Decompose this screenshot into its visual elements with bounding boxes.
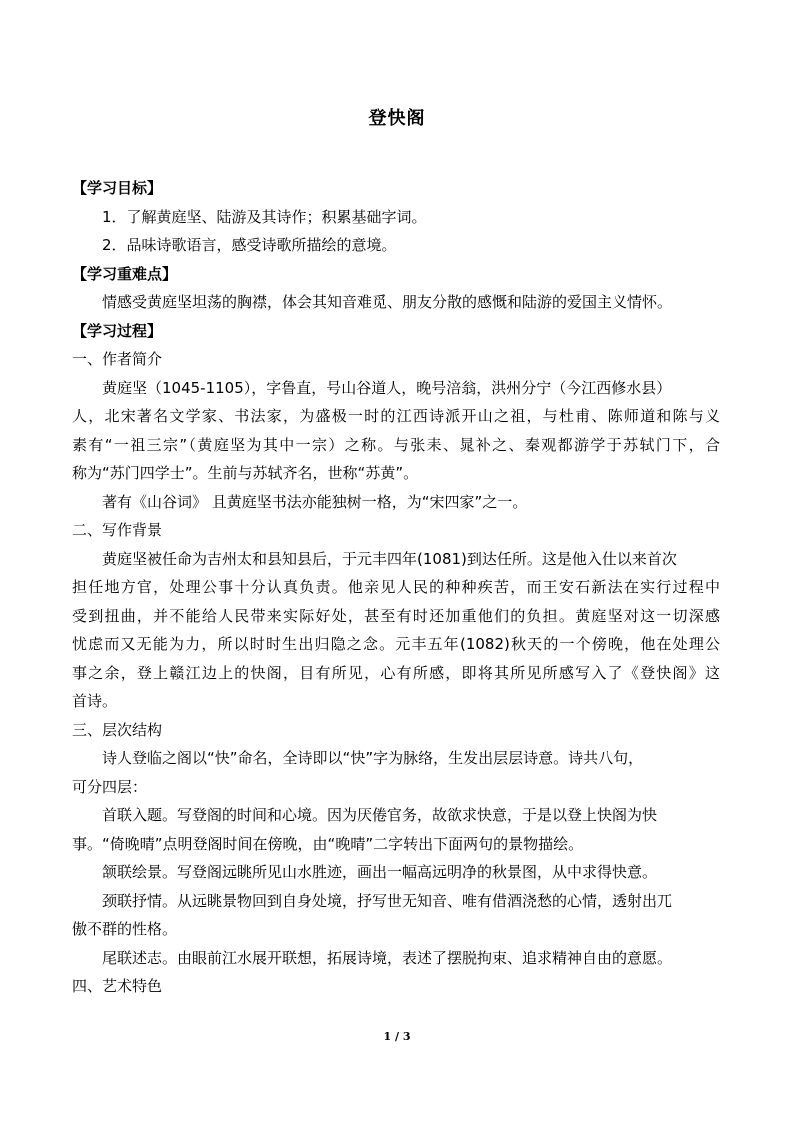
- paragraph-line: 称为“苏门四学士”。生前与苏轼齐名，世称“苏黄”。: [72, 464, 419, 482]
- paragraph-line: 尾联述志。由眼前江水展开联想，拓展诗境，表述了摆脱拘束、追求精神自由的意愿。: [102, 948, 673, 967]
- paragraph-line: 可分四层：: [72, 777, 148, 796]
- section-heading-key-points: 【学习重难点】: [72, 264, 178, 283]
- paragraph-line: 素有“一祖三宗”（黄庭坚为其中一宗）之称。与张耒、晁补之、秦观都游学于苏轼门下，合: [72, 435, 720, 454]
- paragraph-line: 事之余，登上赣江边上的快阁，目有所见，心有所感，即将其所见所感写入了《登快阁》这: [72, 663, 720, 682]
- key-points-text: 情感受黄庭坚坦荡的胸襟，体会其知音难觅、朋友分散的感慨和陆游的爱国主义情怀。: [102, 293, 673, 311]
- paragraph-line: 傲不群的性格。: [72, 920, 178, 938]
- paragraph-line: 人，北宋著名文学家、书法家，为盛极一时的江西诗派开山之祖，与杜甫、陈师道和陈与义: [72, 407, 720, 425]
- paragraph-line: 事。“倚晚晴”点明登阁时间在傍晚，由“晚晴”二字转出下面两句的景物描绘。: [72, 834, 584, 853]
- document-body: [72, 174, 720, 1001]
- goal-item-1: 1．了解黄庭坚、陆游及其诗作；积累基础字词。: [102, 207, 427, 226]
- subheading-structure: 三、层次结构: [72, 720, 163, 739]
- paragraph-line: 黄庭坚被任命为吉州太和县知县后，于元丰四年(1081)到达任所。这是他入仕以来首次: [102, 549, 677, 568]
- subheading-art-features: 四、艺术特色: [72, 977, 163, 995]
- paragraph-line: 黄庭坚（1045-1105），字鲁直，号山谷道人，晚号涪翁，洪州分宁（今江西修水县）: [102, 378, 672, 397]
- paragraph-line: 首联入题。写登阁的时间和心境。因为厌倦官务，故欲求快意，于是以登上快阁为快: [102, 806, 658, 824]
- paragraph-line: 诗人登临之阁以“快”命名，全诗即以“快”字为脉络，生发出层层诗意。诗共八句，: [102, 749, 644, 767]
- paragraph-line: 颈联抒情。从远眺景物回到自身处境，抒写世无知音、唯有借酒浇愁的心情，透射出兀: [102, 891, 673, 910]
- document-title: 登快阁: [368, 108, 426, 129]
- goal-item-2: 2．品味诗歌语言，感受诗歌所描绘的意境。: [102, 236, 397, 254]
- paragraph-line: 著有《山谷词》 且黄庭坚书法亦能独树一格，为“宋四家”之一。: [102, 492, 528, 511]
- subheading-author-intro: 一、作者简介: [72, 350, 163, 368]
- paragraph-line: 颔联绘景。写登阁远眺所见山水胜迹，画出一幅高远明净的秋景图，从中求得快意。: [102, 863, 658, 881]
- subheading-writing-background: 二、写作背景: [72, 521, 163, 539]
- page-number: 1 / 3: [383, 1030, 411, 1043]
- paragraph-line: 忧虑而又无能为力，所以时时生出归隐之念。元丰五年(1082)秋天的一个傍晚，他在处理公: [72, 635, 720, 653]
- paragraph-line: 首诗。: [72, 692, 118, 710]
- paragraph-line: 受到扭曲，并不能给人民带来实际好处，甚至有时还加重他们的负担。黄庭坚对这一切深感: [72, 606, 720, 625]
- paragraph-line: 担任地方官，处理公事十分认真负责。他亲见人民的种种疾苦，而王安石新法在实行过程中: [72, 578, 720, 596]
- section-heading-learning-goals: 【学习目标】: [72, 179, 163, 197]
- section-heading-learning-process: 【学习过程】: [72, 321, 163, 340]
